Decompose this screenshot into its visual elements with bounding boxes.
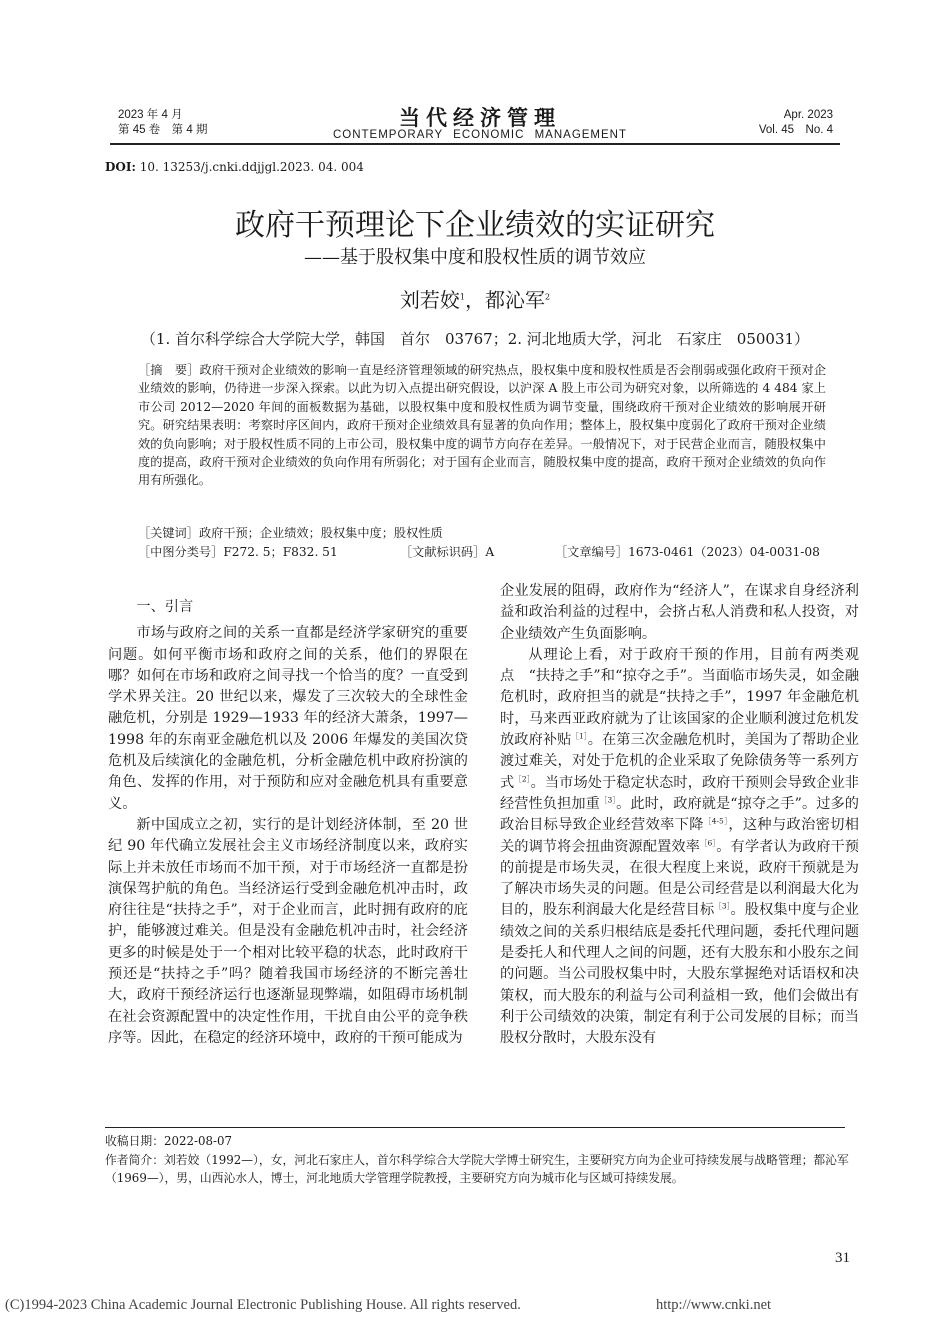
abstract-text: 政府干预对企业绩效的影响一直是经济管理领域的研究热点，股权集中度和股权性质是否会削弱或强化政府干预对企业绩效的影响，仍待进一步深入探索。以此为切入点提出研究假设，以沪深 A 股上市公司为研究对象，以所筛选的 4 484 家上市公司 2012—2020 年间的面板数据为基础，以股权集中度和股权性质为调节变量，围绕政府干预对企业绩效的影响展开研究。研究结果表明：考察时序区间内，政府干预对企业绩效具有显著的负向作用；整体上，股权集中度弱化了政府干预对企业绩效的负向影响；对于股权性质不同的上市公司，股权集中度的调节方向存在差异。一般情况下，对于民营企业而言，随股权集中度的提高，政府干预对企业绩效的负向作用有所弱化；对于国有企业而言，随股权集中度的提高，政府干预对企业绩效的负向作用有所强化。 <box>138 363 826 488</box>
header-left <box>118 108 207 138</box>
right-paragraph-1: 企业发展的阻碍，政府作为“经济人”，在谋求自身经济利益和政治利益的过程中，会挤占私人消费和私人投资，对企业绩效产生负面影响。 <box>500 583 859 642</box>
header-date-cn: 2023 年 4 月 <box>118 109 183 121</box>
abstract <box>138 361 826 490</box>
citation: ［3］ <box>599 795 617 805</box>
citation: ［6］ <box>699 837 717 847</box>
text-run: 从理论上看，对于政府干预的作用，目前有两类观点 “扶持之手”和“掠夺之手”。当面临市场失灵，如金融危机时，政府担当的就是“扶持之手”，1997 年金融危机时，马来西亚政府就为了让该国家的企业顺利渡过危机发放政府补贴 <box>500 646 859 749</box>
author-bio <box>105 1151 850 1188</box>
author-2: 都沁军 <box>485 288 545 312</box>
received-date <box>105 1132 850 1151</box>
abstract-label: ［摘 要］ <box>138 363 200 377</box>
bio-text: 刘若姣（1992—），女，河北石家庄人，首尔科学综合大学院大学博士研究生，主要研究方向为企业可持续发展与战略管理；都沁军（1969—），男，山西沁水人，博士，河北地质大学管理学院教授，主要研究方向为城市化与区域可持续发展。 <box>105 1152 849 1185</box>
citation: ［2］ <box>514 773 531 783</box>
article-number-label: ［文章编号］ <box>555 545 629 559</box>
doi-line <box>105 160 364 174</box>
author-1-affil: 1 <box>459 292 465 302</box>
text-run: 。此时，政府就是“掠夺之手”。过多的政治目标导致企业经营效率下降 <box>500 795 859 834</box>
received-label: 收稿日期： <box>105 1134 164 1148</box>
footnotes <box>105 1132 850 1188</box>
citation: ［3］ <box>714 901 731 911</box>
doc-code-label: ［文献标识码］ <box>400 545 486 559</box>
author-1: 刘若姣 <box>399 288 460 312</box>
clc-label: ［中图分类号］ <box>138 545 224 559</box>
right-paragraph-2 <box>500 645 859 1050</box>
doi-value: 10. 13253/j.cnki.ddjjgl.2023. 04. 004 <box>139 160 364 174</box>
doc-code-value: A <box>485 545 495 559</box>
section-heading: 一、引言 <box>136 599 194 615</box>
doi-label: DOI: <box>105 160 136 174</box>
left-column <box>108 597 468 1049</box>
bio-label: 作者简介： <box>105 1152 164 1167</box>
footnote-rule <box>105 1127 845 1128</box>
text-run: ，这种与政治密切相关的调节将会扭曲资源配置效率 <box>500 817 859 855</box>
article-number <box>555 543 820 561</box>
citation: ［1］ <box>571 731 588 741</box>
copyright-notice: (C)1994-2023 China Academic Journal Electronic Publishing House. All rights reserved. <box>5 1297 521 1313</box>
left-paragraph-2: 新中国成立之初，实行的是计划经济体制，至 20 世纪 90 年代确立发展社会主义市场经济制度以来，政府实际上并未放任市场而不加干预，对于市场经济一直都是扮演保驾护航的角色。当经济运行受到金融危机冲击时，政府往往是“扶持之手”，对于企业而言，此时拥有政府的庇护，能够渡过难关。但是没有金融危机冲击时，社会经济更多的时候是处于一个相对比较平稳的状态，此时政府干预还是“扶持之手”吗？随着我国市场经济的不断完善壮大，政府干预经济运行也逐渐显现弊端，如阻碍市场机制在社会资源配置中的决定性作用，干扰自由公平的竞争秩序等。因此，在稳定的经济环境中，政府的干预可能成为 <box>108 816 468 1046</box>
header-date-en: Apr. 2023 <box>783 109 833 121</box>
doc-code <box>400 543 494 561</box>
cnki-url: http://www.cnki.net <box>656 1297 772 1313</box>
author-2-affil: 2 <box>545 292 551 302</box>
citation: ［4-5］ <box>703 816 729 826</box>
affiliation: （1. 首尔科学综合大学院大学，韩国 首尔 03767；2. 河北地质大学，河北 石家庄 050031） <box>140 330 810 348</box>
article-number-value: 1673-0461（2023）04-0031-08 <box>628 545 820 559</box>
text-run: 。股权集中度与企业绩效之间的关系归根结底是委托代理问题，委托代理问题是委托人和代理人之间的问题，还有大股东和小股东之间的问题。当公司股权集中时，大股东掌握绝对话语权和决策权，而大股东的利益与公司利益相一致，他们会做出有利于公司绩效的决策，制定有利于公司发展的目标；而当股权分散时，大股东没有 <box>500 902 859 1047</box>
header-volume-cn: 第 45 卷 第 4 期 <box>118 124 208 136</box>
clc-value: F272. 5；F832. 51 <box>223 545 338 559</box>
keywords-text: 政府干预；企业绩效；股权集中度；股权性质 <box>198 526 443 540</box>
left-paragraph-1: 市场与政府之间的关系一直都是经济学家研究的重要问题。如何平衡市场和政府之间的关系，他们的界限在哪？如何在市场和政府之间寻找一个恰当的度？一直受到学术界关注。20 世纪以来，爆发了三次较大的全球性金融危机，分别是 1929—1933 年的经济大萧条，1997—1998 年的东南亚金融危机以及 2006 年爆发的美国次贷危机及后续演化的金融危机，分析金融危机中政府扮演的角色、发挥的作用，对于预防和应对金融危机具有重要意义。 <box>108 625 468 812</box>
right-column <box>500 581 859 1050</box>
keywords-label: ［关键词］ <box>138 526 199 540</box>
journal-title-en: CONTEMPORARY ECONOMIC MANAGEMENT <box>332 129 628 141</box>
text-run: 。当市场处于稳定状态时，政府干预则会导致企业非经营性负担加重 <box>500 774 859 812</box>
author-separator: ， <box>465 288 485 312</box>
header-volume-en: Vol. 45 No. 4 <box>758 124 833 136</box>
text-run: 。在第三次金融危机时，美国为了帮助企业渡过难关，对处于危机的企业采取了免除债务等一系列方式 <box>500 732 859 791</box>
page-number: 31 <box>835 1250 850 1266</box>
author-line <box>0 284 950 313</box>
keywords <box>138 524 826 542</box>
header-right <box>745 108 833 138</box>
text-run: 。有学者认为政府干预的前提是市场失灵，在很大程度上来说，政府干预就是为了解决市场失灵的问题。但是公司经营是以利润最大化为目的，股东利润最大化是经营目标 <box>500 838 859 919</box>
header-rule <box>110 143 840 145</box>
received-value: 2022-08-07 <box>164 1134 233 1148</box>
page-subtitle: ——基于股权集中度和股权性质的调节效应 <box>304 247 646 268</box>
journal-title-cn: 当代经济管理 <box>399 105 561 130</box>
page-title: 政府干预理论下企业绩效的实证研究 <box>235 208 715 243</box>
